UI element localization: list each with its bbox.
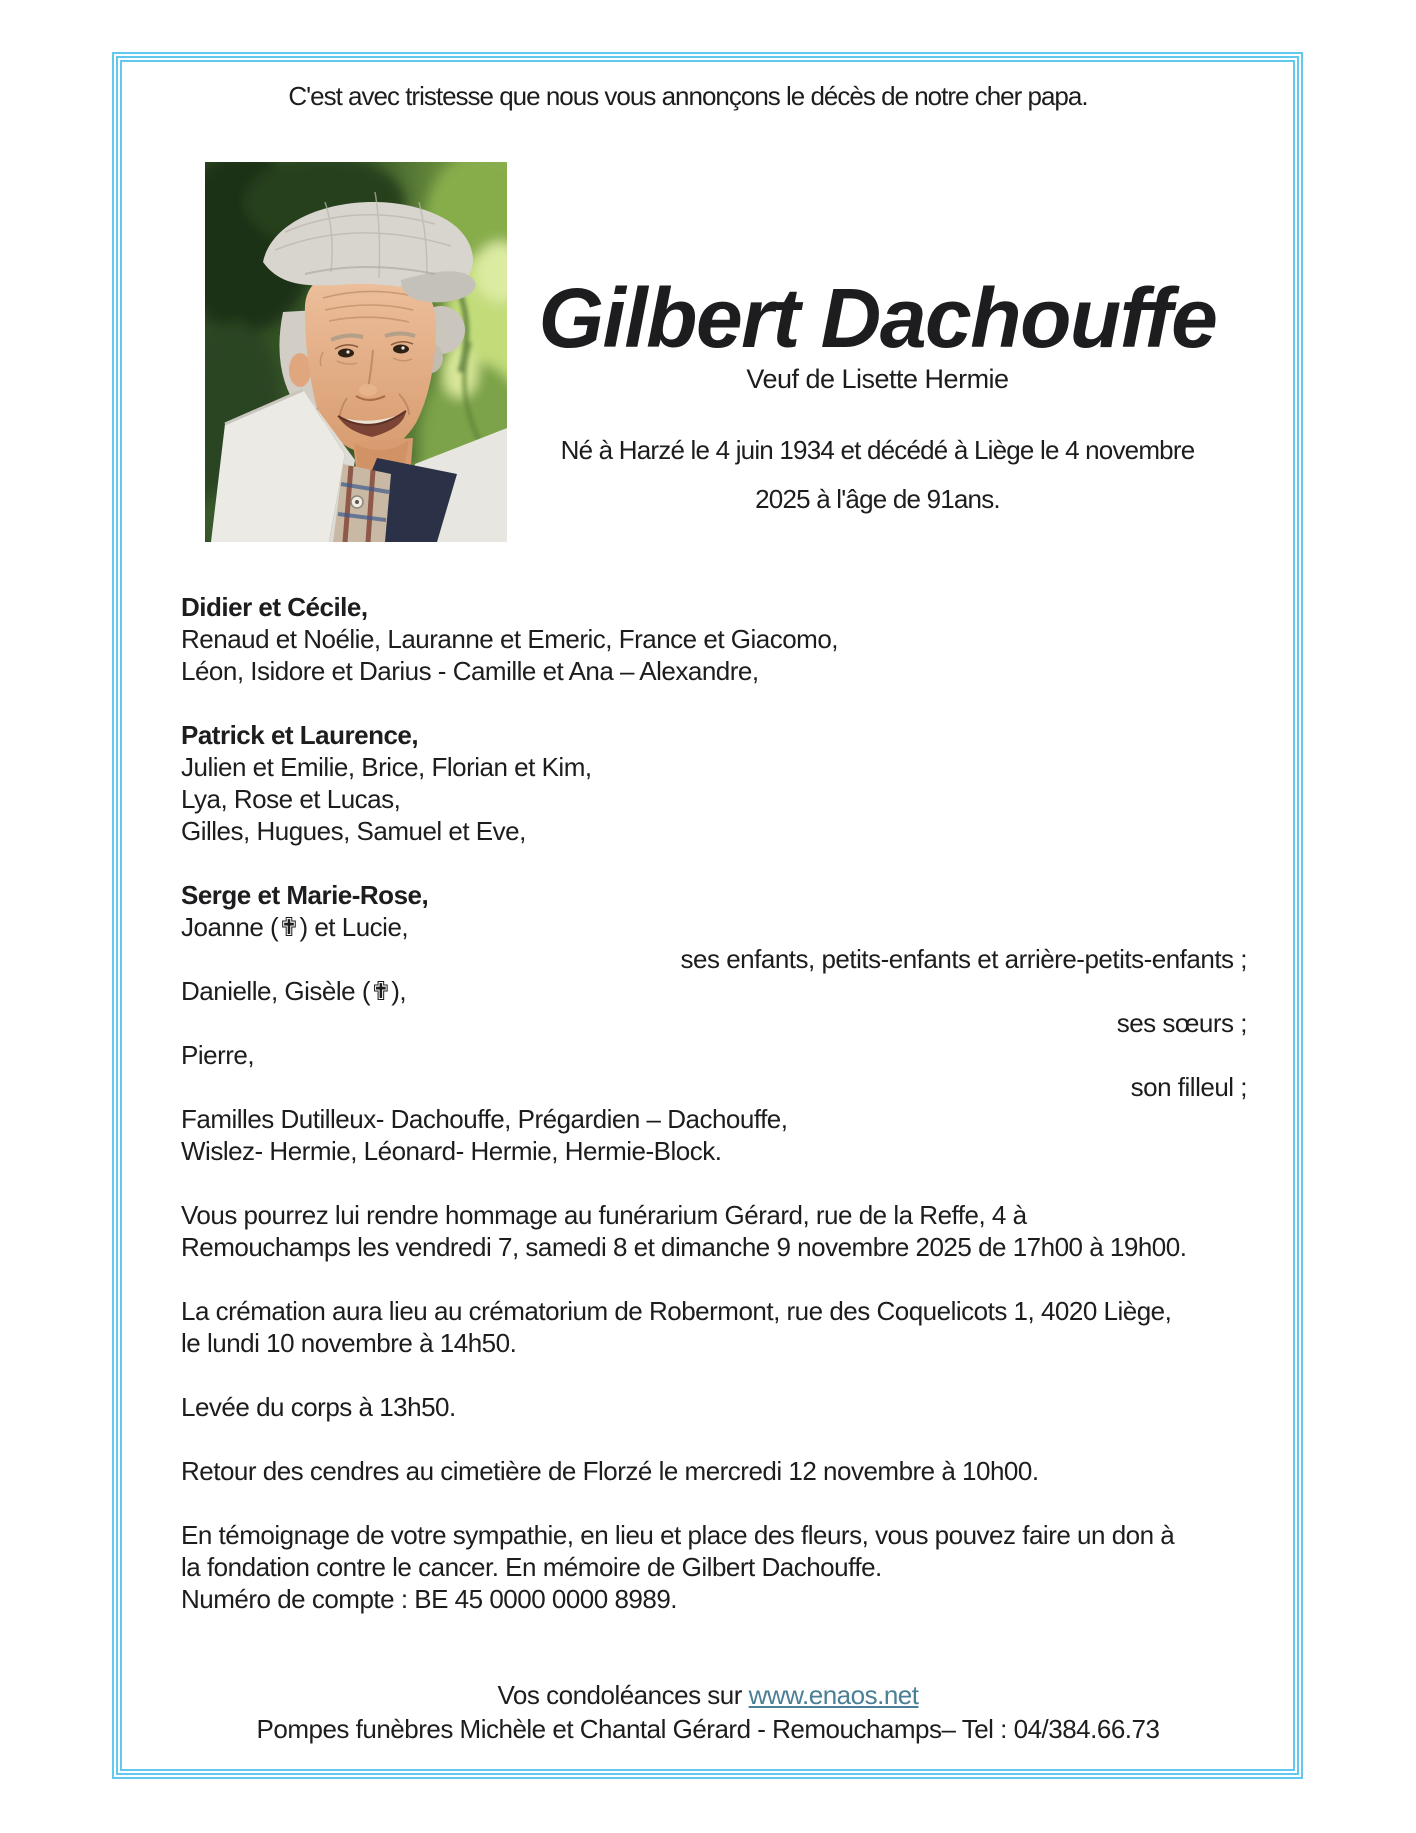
announcement-line: son filleul ; xyxy=(1130,1072,1247,1102)
life-dates-line2: 2025 à l'âge de 91ans. xyxy=(755,484,1000,514)
announcement-line: Julien et Emilie, Brice, Florian et Kim, xyxy=(181,752,592,782)
enaos-link[interactable]: www.enaos.net xyxy=(748,1680,919,1710)
announcement-line: le lundi 10 novembre à 14h50. xyxy=(181,1328,517,1358)
marital-status: Veuf de Lisette Hermie xyxy=(746,364,1009,394)
announcement-line: Pierre, xyxy=(181,1040,255,1070)
announcement-line: Danielle, Gisèle (✟), xyxy=(181,976,407,1006)
condolences-line xyxy=(113,1678,1303,1712)
announcement-line: Remouchamps les vendredi 7, samedi 8 et dimanche 9 novembre 2025 de 17h00 à 19h00. xyxy=(181,1232,1187,1262)
announcement-line: Patrick et Laurence, xyxy=(181,720,419,750)
blank-line xyxy=(181,1359,1247,1391)
announcement-line: Gilles, Hugues, Samuel et Eve, xyxy=(181,816,526,846)
blank-line xyxy=(181,1423,1247,1455)
announcement-line: Familles Dutilleux- Dachouffe, Prégardien – Dachouffe, xyxy=(181,1104,788,1134)
announcement-line: En témoignage de votre sympathie, en lieu et place des fleurs, vous pouvez faire un don à xyxy=(181,1520,1175,1550)
blank-line xyxy=(181,1167,1247,1199)
life-dates-line1: Né à Harzé le 4 juin 1934 et décédé à Liège le 4 novembre xyxy=(560,435,1195,465)
announcement-line: Lya, Rose et Lucas, xyxy=(181,784,401,814)
condolences-prefix: Vos condoléances sur xyxy=(497,1680,749,1710)
announcement-line: Retour des cendres au cimetière de Florzé le mercredi 12 novembre à 10h00. xyxy=(181,1456,1039,1486)
blank-line xyxy=(181,687,1247,719)
announcement-line: Numéro de compte : BE 45 0000 0000 8989. xyxy=(181,1584,678,1614)
announcement-line: Joanne (✟) et Lucie, xyxy=(181,912,409,942)
plaid-shirt xyxy=(333,464,391,542)
announcement-line: Didier et Cécile, xyxy=(181,592,368,622)
announcement-line: la fondation contre le cancer. En mémoire de Gilbert Dachouffe. xyxy=(181,1552,882,1582)
funeral-home-line: Pompes funèbres Michèle et Chantal Gérard - Remouchamps– Tel : 04/384.66.73 xyxy=(256,1714,1160,1744)
intro-line: C'est avec tristesse que nous vous annonçons le décès de notre cher papa. xyxy=(288,81,1088,111)
announcement-line: Renaud et Noélie, Lauranne et Emeric, France et Giacomo, xyxy=(181,624,839,654)
deceased-name: Gilbert Dachouffe xyxy=(538,271,1217,365)
announcement-line: ses enfants, petits-enfants et arrière-petits-enfants ; xyxy=(680,944,1247,974)
blank-line xyxy=(181,1263,1247,1295)
announcement-line: Serge et Marie-Rose, xyxy=(181,880,429,910)
announcement-line: La crémation aura lieu au crématorium de Robermont, rue des Coquelicots 1, 4020 Liège, xyxy=(181,1296,1172,1326)
announcement-line: Vous pourrez lui rendre hommage au funérarium Gérard, rue de la Reffe, 4 à xyxy=(181,1200,1027,1230)
announcement-line: Levée du corps à 13h50. xyxy=(181,1392,456,1422)
blank-line xyxy=(181,1487,1247,1519)
blank-line xyxy=(181,847,1247,879)
announcement-line: Léon, Isidore et Darius - Camille et Ana – Alexandre, xyxy=(181,656,759,686)
announcement-line: ses sœurs ; xyxy=(1116,1008,1247,1038)
announcement-line: Wislez- Hermie, Léonard- Hermie, Hermie-Block. xyxy=(181,1136,722,1166)
life-dates xyxy=(455,426,1300,524)
announcement-lines xyxy=(181,591,1247,1615)
